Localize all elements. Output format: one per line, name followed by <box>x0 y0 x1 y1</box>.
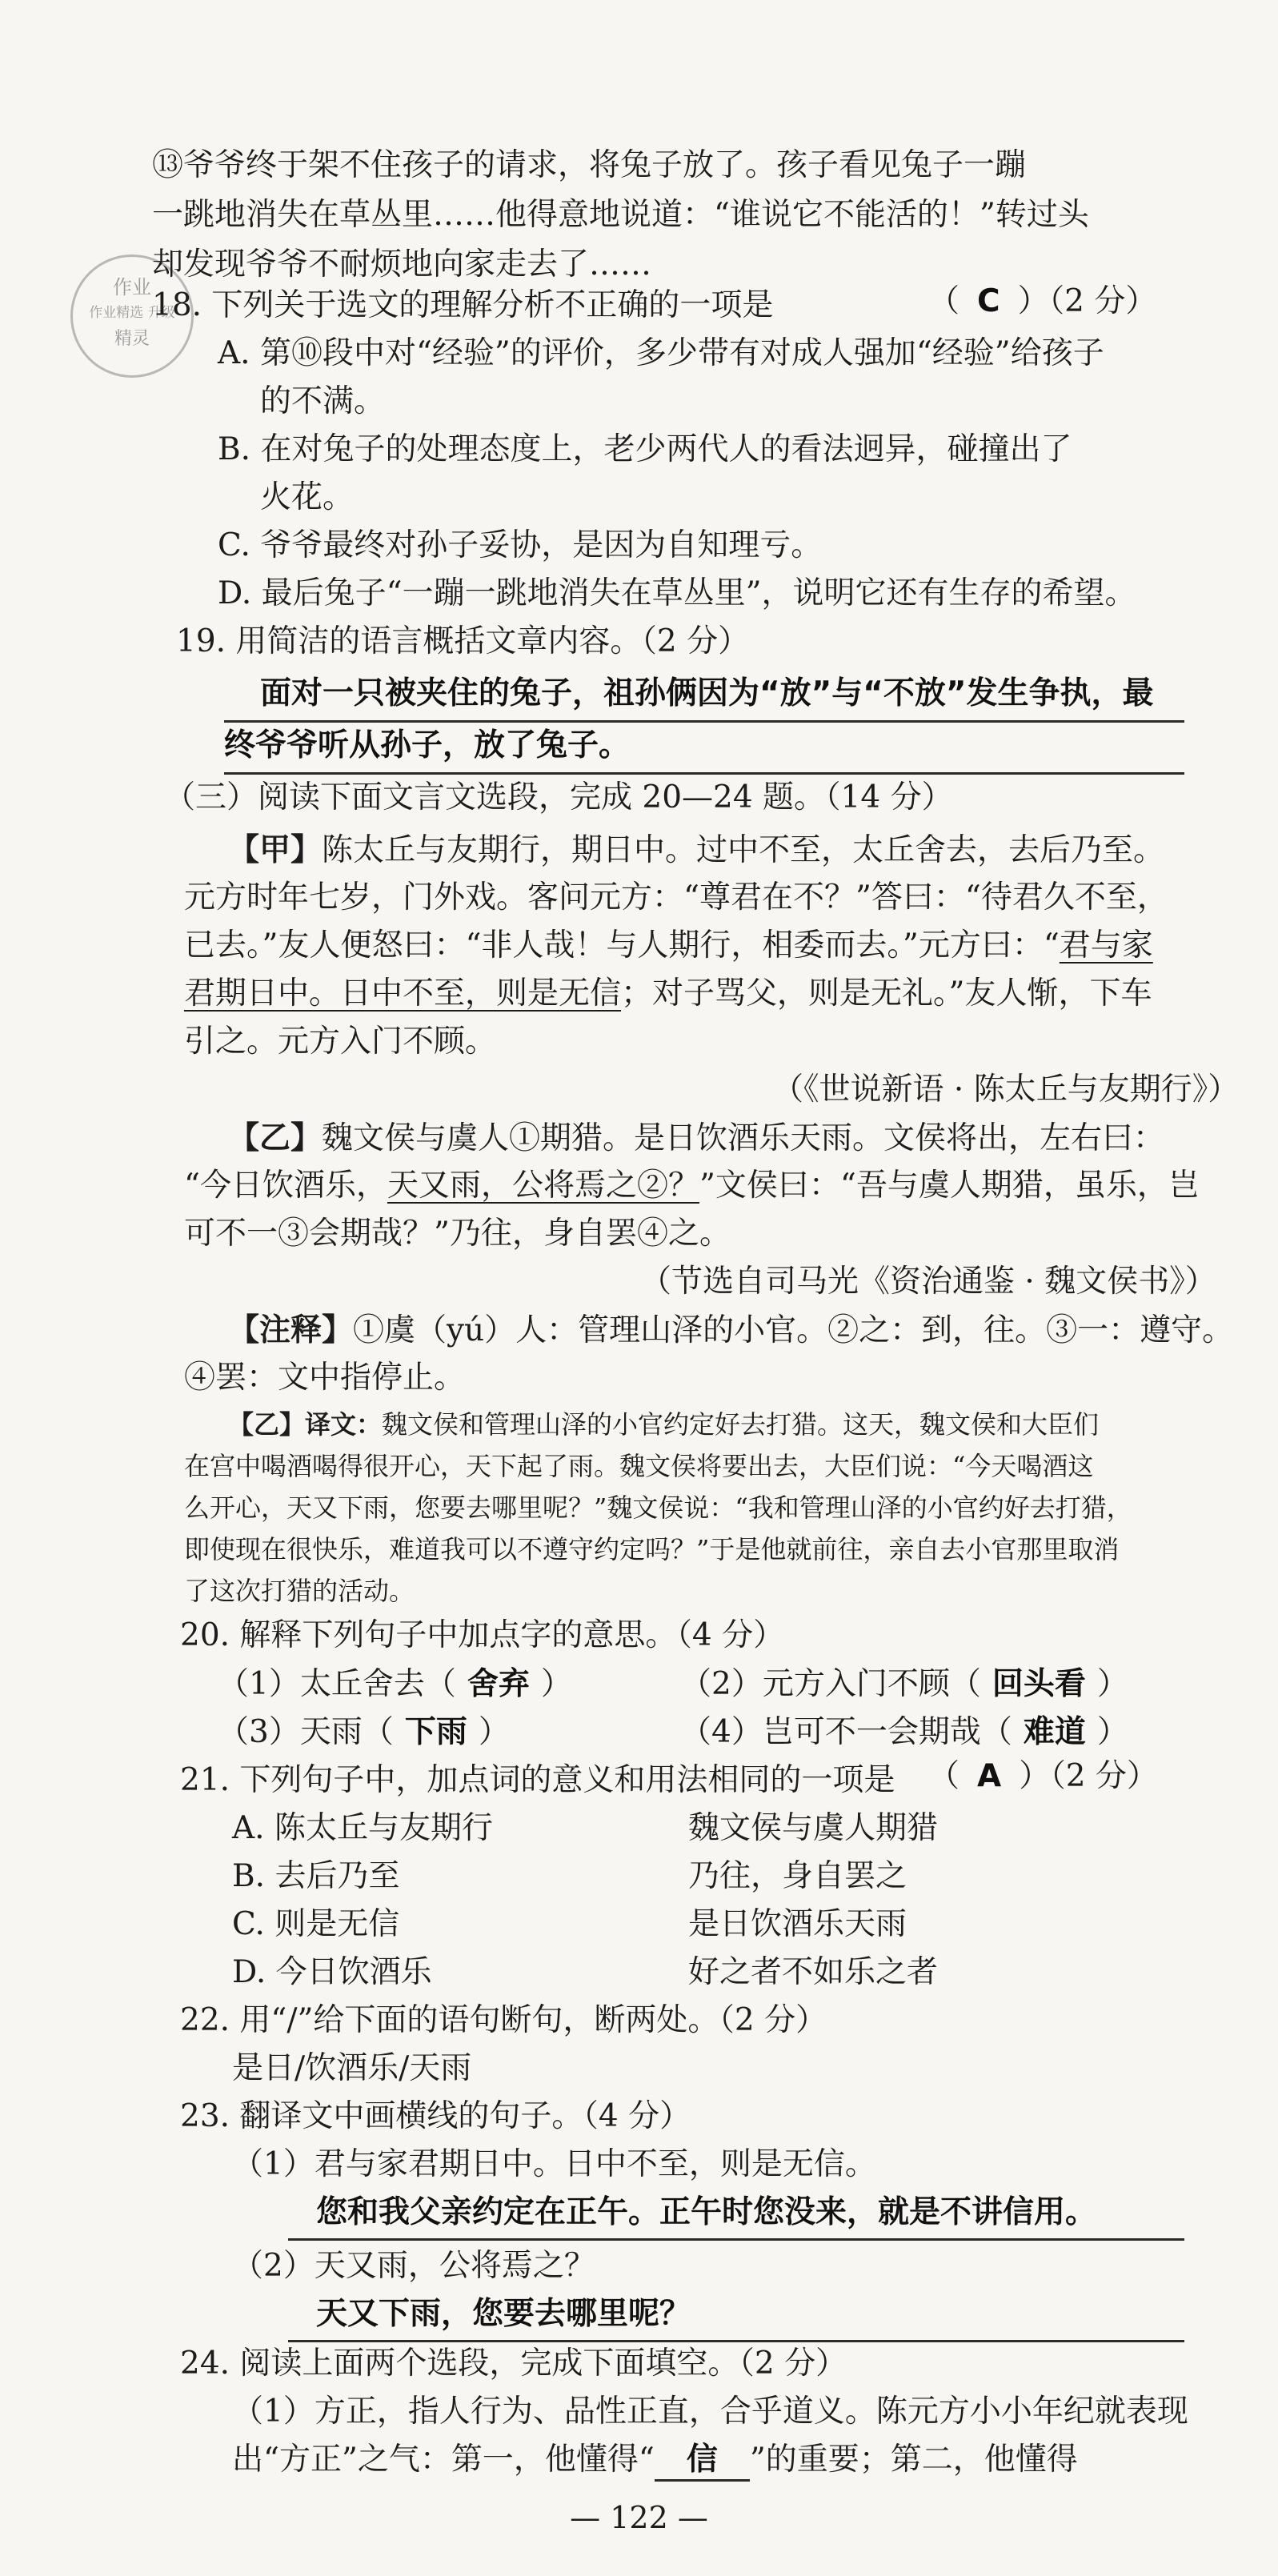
q23-answer1-rule <box>288 2238 1184 2241</box>
q23-sentence1: （1）君与家君期日中。日中不至，则是无信。 <box>232 2146 876 2182</box>
yi-source: （节选自司马光《资治通鉴 · 魏文侯书》） <box>640 1264 1216 1300</box>
q21-option-b-right: 乃往，身自罢之 <box>688 1858 907 1894</box>
page-number: — 122 — <box>570 2500 708 2535</box>
yi-line2: “今日饮酒乐，天又雨，公将焉之②？”文侯曰：“吾与虞人期猎，虽乐，岂 <box>184 1168 1200 1204</box>
q24-line2: 出“方正”之气：第一，他懂得“ 信 ”的重要；第二，他懂得 <box>232 2442 1078 2478</box>
q21-option-a-right: 魏文侯与虞人期猎 <box>688 1810 939 1846</box>
translation-line5: 了这次打猎的活动。 <box>184 1576 415 1606</box>
jia-line2: 元方时年七岁，门外戏。客问元方：“尊君在不？”答曰：“待君久不至， <box>184 879 1168 915</box>
yi-line3: 可不一③会期哉？”乃往，身自罢④之。 <box>184 1216 731 1252</box>
q21-option-c-right: 是日饮酒乐天雨 <box>688 1906 907 1942</box>
para13-line3: 却发现爷爷不耐烦地向家走去了…… <box>152 246 652 282</box>
q23-stem: 23. 翻译文中画横线的句子。（4 分） <box>180 2098 691 2134</box>
q19-answer-line1: 面对一只被夹住的兔子，祖孙俩因为“放”与“不放”发生争执，最 <box>260 675 1154 711</box>
q21-answer-slot: （ A ）（2 分） <box>928 1758 1158 1794</box>
q18-option-d: D. 最后兔子“一蹦一跳地消失在草丛里”，说明它还有生存的希望。 <box>218 575 1136 611</box>
q18-option-a-line2: 的不满。 <box>260 383 386 419</box>
q24-stem: 24. 阅读上面两个选段，完成下面填空。（2 分） <box>180 2346 847 2382</box>
translation-line3: 么开心，天又下雨，您要去哪里呢？”魏文侯说：“我和管理山泽的小官约好去打猎， <box>184 1492 1132 1523</box>
q18-stem: 18. 下列关于选文的理解分析不正确的一项是 <box>152 287 774 323</box>
q22-stem: 22. 用“/”给下面的语句断句，断两处。（2 分） <box>180 2002 827 2038</box>
q18-option-c: C. 爷爷最终对孙子妥协，是因为自知理亏。 <box>218 527 823 563</box>
q19-answer-rule1 <box>224 720 1184 723</box>
q21-option-c-left: C. 则是无信 <box>232 1906 400 1942</box>
translation-line4: 即使现在很快乐，难道我可以不遵守约定吗？”于是他就前往，亲自去小官那里取消 <box>184 1534 1120 1564</box>
q18-answer-slot: （ C ）（2 分） <box>928 283 1157 319</box>
q24-line1: （1）方正，指人行为、品性正直，合乎道义。陈元方小小年纪就表现 <box>232 2394 1188 2430</box>
para13-line1: ⑬爷爷终于架不住孩子的请求，将兔子放了。孩子看见兔子一蹦 <box>152 147 1027 183</box>
q18-option-b-line2: 火花。 <box>260 479 355 515</box>
q23-answer2: 天又下雨，您要去哪里呢？ <box>316 2296 691 2332</box>
q23-sentence2: （2）天又雨，公将焉之？ <box>232 2248 595 2284</box>
q20-item3: （3）天雨（ 下雨 ） <box>218 1714 510 1750</box>
q23-answer2-rule <box>288 2340 1184 2342</box>
translation-line2: 在宫中喝酒喝得很开心，天下起了雨。魏文侯将要出去，大臣们说：“今天喝酒这 <box>184 1451 1094 1481</box>
jia-line1: 【甲】陈太丘与友期行，期日中。过中不至，太丘舍去，去后乃至。 <box>228 831 1165 868</box>
translation-line1: 【乙】译文：魏文侯和管理山泽的小官约定好去打猎。这天，魏文侯和大臣们 <box>228 1409 1100 1440</box>
q19-answer-line2: 终爷爷听从孙子，放了兔子。 <box>224 727 631 763</box>
q18-option-b-line1: B. 在对兔子的处理态度上，老少两代人的看法迥异，碰撞出了 <box>218 431 1072 467</box>
notes-line1: 【注释】①虞（yú）人：管理山泽的小官。②之：到，往。③一：遵守。 <box>228 1312 1234 1348</box>
section3-heading: （三）阅读下面文言文选段，完成 20—24 题。（14 分） <box>164 779 953 815</box>
q18-option-a-line1: A. 第⑩段中对“经验”的评价，多少带有对成人强加“经验”给孩子 <box>218 335 1104 371</box>
jia-line3: 已去。”友人便怒曰：“非人哉！与人期行，相委而去。”元方曰：“君与家 <box>184 927 1153 963</box>
q20-stem: 20. 解释下列句子中加点字的意思。（4 分） <box>180 1617 785 1653</box>
notes-line2: ④罢：文中指停止。 <box>184 1360 466 1396</box>
q21-option-d-left: D. 今日饮酒乐 <box>232 1954 432 1990</box>
q23-answer1: 您和我父亲约定在正午。正午时您没来，就是不讲信用。 <box>316 2194 1097 2230</box>
watermark-stamp: 作业 作业精选 升级 精灵 <box>70 254 194 378</box>
q21-answer: A <box>977 1758 1002 1794</box>
q22-answer: 是日/饮酒乐/天雨 <box>232 2050 472 2086</box>
jia-line4: 君期日中。日中不至，则是无信；对子骂父，则是无礼。”友人惭，下车 <box>184 976 1152 1012</box>
jia-source: （《世说新语 · 陈太丘与友期行》） <box>772 1072 1240 1108</box>
jia-line5: 引之。元方入门不顾。 <box>184 1024 497 1060</box>
para13-line2: 一跳地消失在草丛里……他得意地说道：“谁说它不能活的！”转过头 <box>152 197 1089 233</box>
q21-option-a-left: A. 陈太丘与友期行 <box>232 1810 493 1846</box>
q20-item2: （2）元方入门不顾（ 回头看 ） <box>680 1666 1128 1702</box>
q21-option-d-right: 好之者不如乐之者 <box>688 1954 939 1990</box>
q19-stem: 19. 用简洁的语言概括文章内容。（2 分） <box>176 623 750 659</box>
q20-item4: （4）岂可不一会期哉（ 难道 ） <box>680 1714 1128 1750</box>
q21-stem: 21. 下列句子中，加点词的意义和用法相同的一项是 <box>180 1762 895 1798</box>
q18-answer: C <box>977 283 1000 319</box>
yi-line1: 【乙】魏文侯与虞人①期猎。是日饮酒乐天雨。文侯将出，左右曰： <box>228 1120 1165 1156</box>
q20-item1: （1）太丘舍去（ 舍弃 ） <box>218 1666 572 1702</box>
q19-answer-rule2 <box>224 772 1184 775</box>
q21-option-b-left: B. 去后乃至 <box>232 1858 400 1894</box>
q24-blank-xin: 信 <box>655 2442 750 2482</box>
